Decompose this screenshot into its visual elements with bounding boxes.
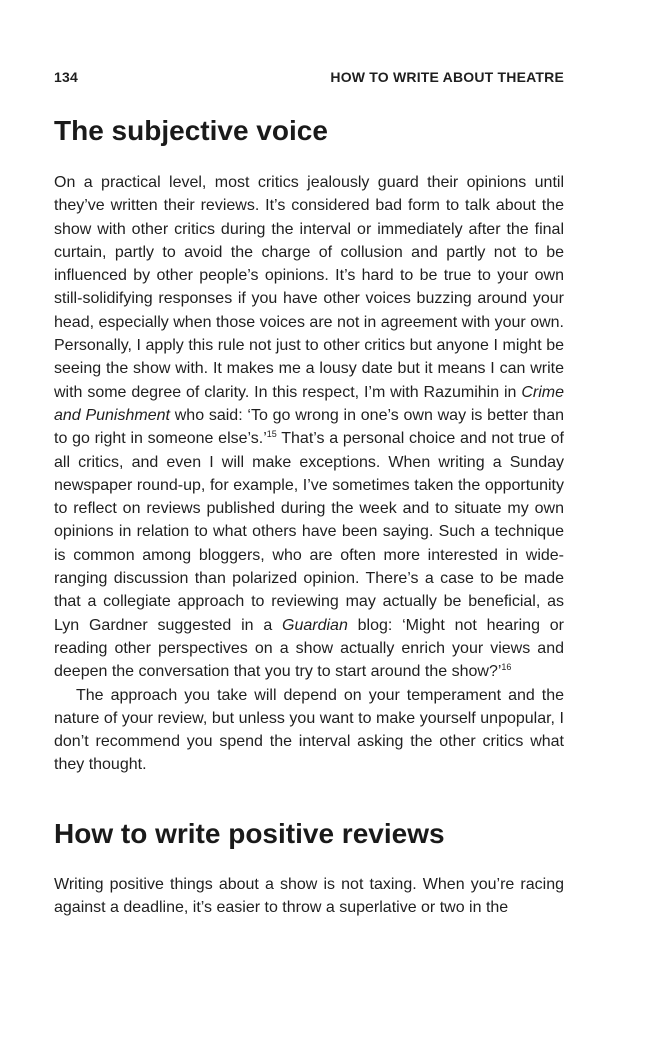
footnote-marker: 15 [266,429,277,440]
italic-title-crime-and-punishment: Crime and Punishment [54,383,564,424]
section-body-positive-reviews [54,873,564,920]
footnote-marker: 16 [501,662,512,673]
paragraph-text: who said: ‘To go wrong in one’s own way is better than to go right in someone else’s.’ [54,406,564,448]
section-body-subjective-voice [54,171,564,777]
page-number: 134 [54,69,78,85]
running-head [54,69,564,87]
section-heading-positive-reviews: How to write positive reviews [54,818,445,849]
paragraph-text: blog: ‘Might not hearing or reading other perspectives on a show actually enrich your views and deepen the conversation that you try to start around the show?’ [54,616,564,681]
body-paragraph [54,171,564,684]
section-heading-subjective-voice: The subjective voice [54,115,328,146]
italic-title-guardian: Guardian [282,616,348,634]
paragraph-text: On a practical level, most critics jealously guard their opinions until they’ve written their reviews. It’s considered bad form to talk about the show with other critics during the interval or immediately after the final curtain, partly to avoid the charge of collusion and partly not to be influenced by other people’s opinions. It’s hard to be true to your own still-solidifying responses if you have other voices buzzing around your head, especially when those voices are not in agreement with your own. Personally, I apply this rule not just to other critics but anyone I might be seeing the show with. It makes me a lousy date but it means I can write with some degree of clarity. In this respect, I’m with Razumihin in [54,174,564,401]
paragraph-text: That’s a personal choice and not true of all critics, and even I will make exceptions. When writing a Sunday newspaper round-up, for example, I’ve sometimes taken the opportunity to reflect on reviews published during the week and to situate my own opinions in relation to what others have been saying. Such a technique is common among bloggers, who are often more interested in wide-ranging discussion than polarized opinion. There’s a case to be made that a collegiate approach to reviewing may actually be beneficial, as Lyn Gardner suggested in a [54,430,564,634]
body-paragraph: Writing positive things about a show is not taxing. When you’re racing against a deadline, it’s easier to throw a superlative or two in the [54,876,564,917]
running-head-title: HOW TO WRITE ABOUT THEATRE [330,69,564,85]
body-paragraph: The approach you take will depend on your temperament and the nature of your review, but unless you want to make yourself unpopular, I don’t recommend you spend the interval asking the other critics what they thought. [54,686,564,774]
